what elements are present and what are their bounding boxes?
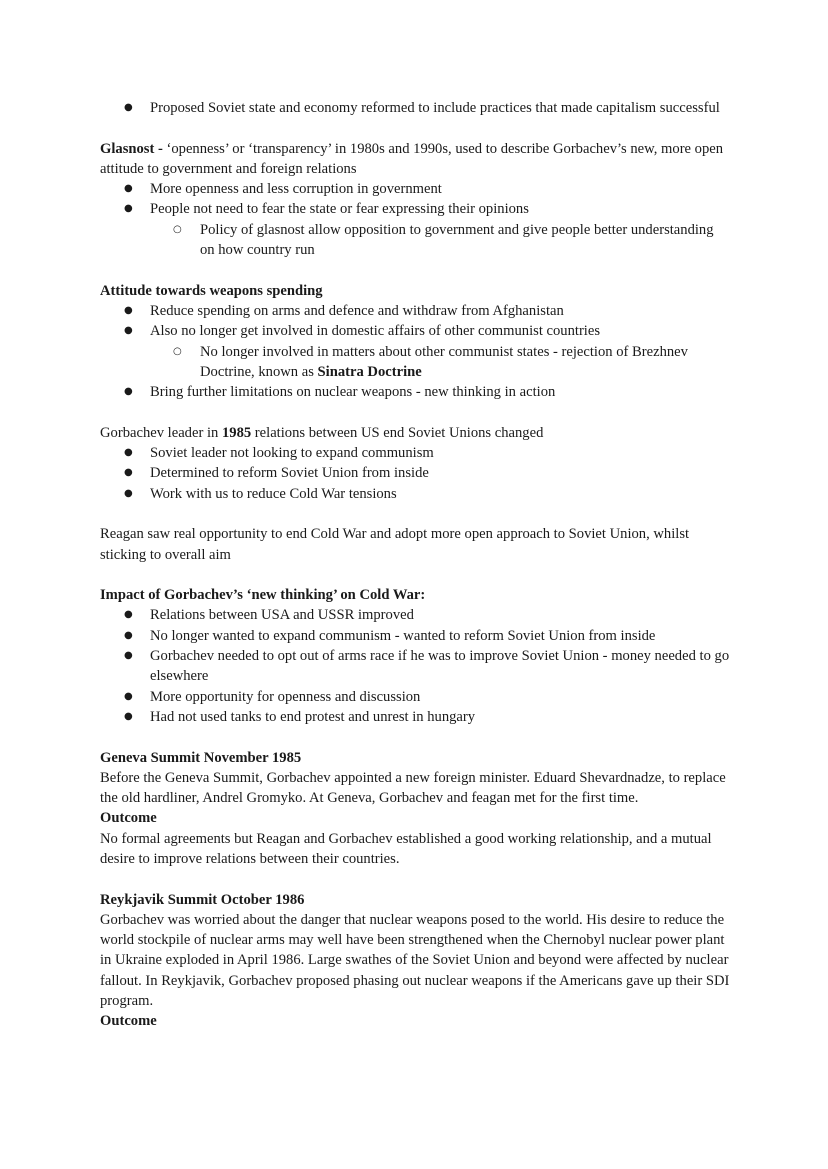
reagan-paragraph: Reagan saw real opportunity to end Cold War and adopt more open approach to Soviet Union, whilst sticking to overall aim [100, 526, 690, 563]
reykjavik-body: Gorbachev was worried about the danger that nuclear weapons posed to the world. His desire to reduce the world stockpile of nuclear arms may well have been strengthened when the Chernobyl nuclear power plant in Ukraine exploded in April 1986. Large swathes of the Soviet Union and beyond were affected by nuclear fallout. In Reykjavik, Gorbachev proposed phasing out nuclear weapons if the Americans gave up their SDI program. [100, 911, 730, 1010]
geneva-body: Before the Geneva Summit, Gorbachev appointed a new foreign minister. Eduard Shevardnadze, to replace the old hardliner, Andrel Gromyko. At Geneva, Gorbachev and feagan met for the first time. [100, 769, 726, 807]
list-item: ● Determined to reform Soviet Union from inside [100, 463, 730, 483]
geneva-heading [100, 748, 730, 768]
document-page [100, 98, 730, 1032]
list-item: ● Proposed Soviet state and economy reformed to include practices that made capitalism successful [100, 98, 730, 118]
reykjavik-heading [100, 890, 730, 910]
list-item: ● People not need to fear the state or fear expressing their opinions [100, 199, 730, 219]
leader-text-after: relations between US end Soviet Unions changed [251, 424, 544, 441]
reykjavik-outcome-label [100, 1011, 730, 1031]
sub-list-item-text: No longer involved in matters about other communist states - rejection of Brezhnev Doctrine, known as [200, 343, 688, 380]
list-item: ● Relations between USA and USSR improved [100, 605, 730, 625]
weapons-heading-text: Attitude towards weapons spending [100, 282, 323, 299]
glasnost-term: Glasnost - [100, 140, 163, 157]
geneva-heading-text: Geneva Summit November 1985 [100, 749, 302, 766]
intro-bullet-list [100, 98, 730, 118]
list-item: ● Reduce spending on arms and defence and withdraw from Afghanistan [100, 301, 730, 321]
list-item: ● Soviet leader not looking to expand communism [100, 443, 730, 463]
weapons-bullet-list-continued [100, 382, 730, 402]
list-item: ● More opportunity for openness and discussion [100, 687, 730, 707]
sub-list-item [100, 342, 730, 383]
weapons-heading [100, 281, 730, 301]
weapons-bullet-list [100, 301, 730, 342]
leader-text-before: Gorbachev leader in [100, 424, 222, 441]
list-item: ● Bring further limitations on nuclear weapons - new thinking in action [100, 382, 730, 402]
geneva-outcome: No formal agreements but Reagan and Gorbachev established a good working relationship, and a mutual desire to improve relations between their countries. [100, 830, 712, 867]
glasnost-definition-text: ‘openness’ or ‘transparency’ in 1980s and 1990s, used to describe Gorbachev’s new, more open attitude to government and foreign relations [100, 140, 724, 177]
list-item: ● Had not used tanks to end protest and unrest in hungary [100, 707, 730, 727]
glasnost-sub-bullet-list [100, 220, 730, 261]
weapons-sub-bullet-list [100, 342, 730, 383]
impact-heading [100, 585, 730, 605]
list-item: ● Also no longer get involved in domestic affairs of other communist countries [100, 321, 730, 341]
geneva-outcome-label-text: Outcome [100, 810, 157, 827]
glasnost-bullet-list [100, 179, 730, 220]
sinatra-doctrine: Sinatra Doctrine [317, 363, 422, 380]
sub-list-item: ○ Policy of glasnost allow opposition to government and give people better understanding on how country run [100, 220, 730, 261]
impact-bullet-list [100, 605, 730, 727]
list-item: ● Gorbachev needed to opt out of arms race if he was to improve Soviet Union - money needed to go elsewhere [100, 646, 730, 687]
leader-paragraph [100, 423, 730, 443]
reykjavik-outcome-label-text: Outcome [100, 1013, 157, 1030]
glasnost-definition [100, 139, 730, 180]
list-item: ● No longer wanted to expand communism - wanted to reform Soviet Union from inside [100, 626, 730, 646]
list-item: ● Work with us to reduce Cold War tensions [100, 484, 730, 504]
geneva-outcome-label [100, 808, 730, 828]
impact-heading-text: Impact of Gorbachev’s ‘new thinking’ on Cold War: [100, 587, 426, 604]
list-item: ● More openness and less corruption in government [100, 179, 730, 199]
leader-year: 1985 [221, 424, 252, 441]
leader-bullet-list [100, 443, 730, 504]
reykjavik-heading-text: Reykjavik Summit October 1986 [100, 891, 305, 908]
